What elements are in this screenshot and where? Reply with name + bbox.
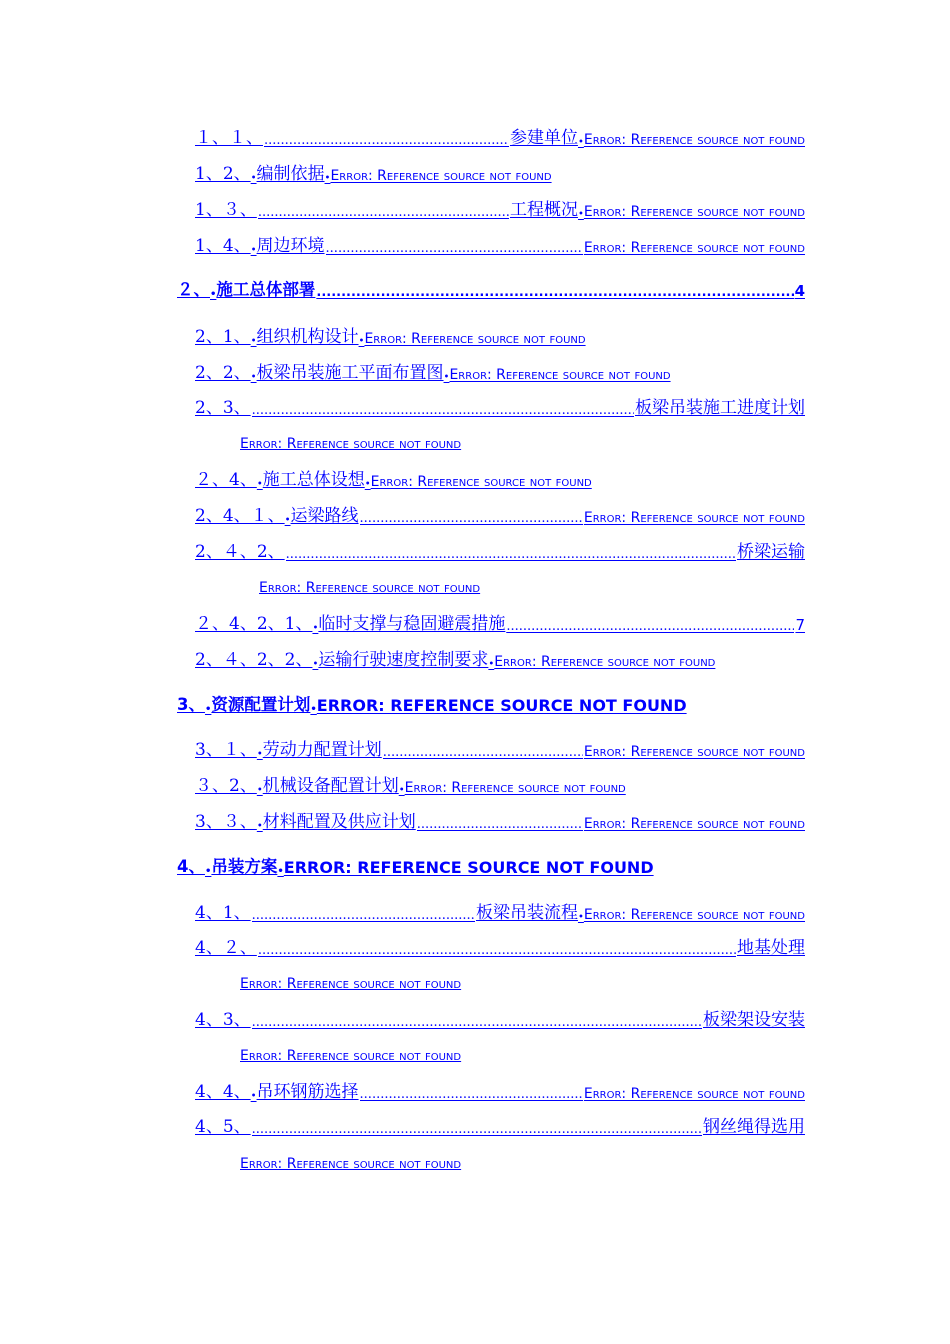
error-text: Error: Reference source not found [583, 204, 805, 220]
bullet-mark: • [256, 479, 263, 490]
bullet-mark: • [284, 515, 291, 526]
toc-entry-4-4[interactable] [195, 1078, 805, 1102]
toc-entry-1-2[interactable] [195, 160, 552, 184]
bullet-mark: • [256, 785, 263, 796]
toc-entry-3[interactable] [177, 691, 687, 715]
error-text: Error: Reference source not found [583, 907, 805, 923]
leader-dots [258, 943, 736, 958]
toc-title: 桥梁运输 [737, 542, 805, 562]
leader-dots [252, 1015, 702, 1030]
toc-number: 4、4、 [195, 1082, 251, 1102]
error-text: Error: Reference source not found [494, 654, 716, 670]
bullet-mark: • [256, 749, 263, 760]
bullet-mark: • [488, 659, 495, 670]
error-text: ERROR: REFERENCE SOURCE NOT FOUND [316, 696, 687, 715]
leader-dots [264, 133, 509, 148]
toc-number: 2、2、 [195, 363, 251, 383]
toc-title: 组织机构设计 [256, 327, 359, 347]
toc-entry-4[interactable] [177, 853, 654, 877]
leader-dots [326, 241, 583, 256]
toc-number: ２、 [177, 280, 210, 299]
toc-number: 4、3、 [195, 1010, 251, 1030]
error-text: Error: Reference source not found [583, 816, 805, 832]
bullet-mark: • [398, 785, 405, 796]
toc-title: 编制依据 [256, 164, 325, 184]
toc-entry-1-4[interactable] [195, 232, 805, 256]
bullet-mark: • [250, 245, 257, 256]
error-text: Error: Reference source not found [330, 168, 552, 184]
error-text: Error: Reference source not found [364, 331, 586, 347]
toc-entry-2-4-2-2[interactable] [195, 646, 715, 670]
toc-title: 运梁路线 [290, 506, 359, 526]
page-number: 7 [795, 616, 805, 634]
bullet-mark: • [312, 659, 319, 670]
leader-dots [506, 619, 794, 634]
toc-title: 地基处理 [737, 938, 805, 958]
toc-entry-3-1[interactable] [195, 736, 805, 760]
toc-entry-2-2[interactable] [195, 359, 671, 383]
bullet-mark: • [358, 336, 365, 347]
toc-title: 周边环境 [256, 236, 325, 256]
bullet-mark: • [210, 289, 217, 300]
error-text: ERROR: REFERENCE SOURCE NOT FOUND [283, 858, 654, 877]
toc-number: 2、4、１、 [195, 506, 285, 526]
toc-entry-1-3[interactable] [195, 196, 805, 220]
bullet-mark: • [277, 866, 284, 877]
toc-number: 2、1、 [195, 327, 251, 347]
bullet-mark: • [577, 209, 584, 220]
toc-title: 吊环钢筋选择 [256, 1082, 359, 1102]
bullet-mark: • [312, 623, 319, 634]
toc-number: 4、1、 [195, 903, 251, 923]
leader-dots [360, 1087, 583, 1102]
toc-number: 3、３、 [195, 812, 257, 832]
bullet-mark: • [204, 866, 212, 877]
toc-entry-1-1[interactable] [195, 124, 805, 148]
bullet-mark: • [256, 821, 263, 832]
toc-title: 板梁吊装流程 [475, 903, 578, 923]
error-text: Error: Reference source not found [583, 1086, 805, 1102]
bullet-mark: • [364, 479, 371, 490]
error-text: Error: Reference source not found [404, 780, 626, 796]
bullet-mark: • [443, 372, 450, 383]
leader-dots [417, 817, 583, 832]
leader-dots [252, 908, 475, 923]
toc-title: 施工总体设想 [262, 470, 365, 490]
bullet-mark: • [577, 912, 584, 923]
toc-number: １、１、 [195, 128, 263, 148]
leader-dots [252, 1122, 702, 1137]
toc-entry-2-4[interactable] [195, 466, 592, 490]
toc-number: 2、3、 [195, 398, 251, 418]
error-text: Error: Reference source not found [583, 510, 805, 526]
toc-title: 钢丝绳得选用 [703, 1117, 805, 1137]
toc-entry-2-4-2-continued[interactable] [163, 574, 480, 596]
error-text: Error: Reference source not found [583, 132, 805, 148]
toc-title: 板梁吊装施工进度计划 [635, 398, 805, 418]
toc-entry-2-4-2[interactable] [195, 538, 805, 562]
leader-dots [286, 547, 736, 562]
toc-number: 2、４、2、2、 [195, 650, 313, 670]
toc-number: 4、２、 [195, 938, 257, 958]
toc-entry-4-3-continued[interactable] [163, 1042, 461, 1064]
toc-number: 1、３、 [195, 200, 257, 220]
toc-title: 施工总体部署 [216, 280, 316, 299]
toc-entry-4-5-continued[interactable] [163, 1150, 461, 1172]
toc-title: 工程概况 [509, 200, 578, 220]
toc-entry-3-3[interactable] [195, 808, 805, 832]
bullet-mark: • [577, 137, 584, 148]
toc-entry-2-3-continued[interactable] [163, 430, 461, 452]
error-text: Error: Reference source not found [583, 240, 805, 256]
toc-number: ２、4、2、1、 [195, 614, 313, 634]
error-text: Error: Reference source not found [370, 474, 592, 490]
page-number: 4 [794, 282, 805, 300]
toc-title: 机械设备配置计划 [262, 776, 399, 796]
toc-number: 4、5、 [195, 1117, 251, 1137]
toc-number: ２、4、 [195, 470, 257, 490]
toc-number: 3、 [177, 695, 205, 714]
error-text: Error: Reference source not found [259, 580, 481, 596]
toc-title: 材料配置及供应计划 [262, 812, 416, 832]
error-text: Error: Reference source not found [240, 436, 462, 452]
toc-title: 临时支撑与稳固避震措施 [318, 614, 506, 634]
toc-entry-2[interactable] [177, 276, 805, 300]
toc-title: 参建单位 [509, 128, 578, 148]
toc-title: 运输行驶速度控制要求 [318, 650, 489, 670]
bullet-mark: • [250, 336, 257, 347]
leader-dots [383, 745, 583, 760]
error-text: Error: Reference source not found [449, 367, 671, 383]
leader-dots [252, 403, 634, 418]
toc-title: 资源配置计划 [211, 695, 311, 714]
error-text: Error: Reference source not found [240, 1156, 462, 1172]
leader-dots [258, 205, 509, 220]
toc-title: 板梁吊装施工平面布置图 [256, 363, 444, 383]
toc-entry-2-3[interactable] [195, 394, 805, 418]
error-text: Error: Reference source not found [240, 1048, 462, 1064]
toc-entry-4-1[interactable] [195, 899, 805, 923]
toc-title: 吊装方案 [211, 857, 278, 876]
toc-entry-4-2-continued[interactable] [163, 970, 461, 992]
error-text: Error: Reference source not found [583, 744, 805, 760]
toc-entry-4-2[interactable] [195, 934, 805, 958]
toc-entry-2-4-2-1[interactable] [195, 610, 805, 634]
toc-number: 1、4、 [195, 236, 251, 256]
bullet-mark: • [250, 372, 257, 383]
leader-dots [316, 285, 793, 300]
toc-number: ３、2、 [195, 776, 257, 796]
toc-number: 3、１、 [195, 740, 257, 760]
bullet-mark: • [324, 173, 331, 184]
toc-number: 1、2、 [195, 164, 251, 184]
toc-title: 劳动力配置计划 [262, 740, 382, 760]
toc-title: 板梁架设安装 [703, 1010, 805, 1030]
toc-number: 4、 [177, 857, 205, 876]
bullet-mark: • [204, 704, 212, 715]
bullet-mark: • [310, 704, 317, 715]
toc-entry-2-1[interactable] [195, 323, 586, 347]
toc-number: 2、４、2、 [195, 542, 285, 562]
toc-entry-4-5[interactable] [195, 1113, 805, 1137]
bullet-mark: • [250, 173, 257, 184]
toc-entry-3-2[interactable] [195, 772, 626, 796]
bullet-mark: • [250, 1091, 257, 1102]
toc-entry-4-3[interactable] [195, 1006, 805, 1030]
leader-dots [360, 511, 583, 526]
error-text: Error: Reference source not found [240, 976, 462, 992]
toc-entry-2-4-1[interactable] [195, 502, 805, 526]
